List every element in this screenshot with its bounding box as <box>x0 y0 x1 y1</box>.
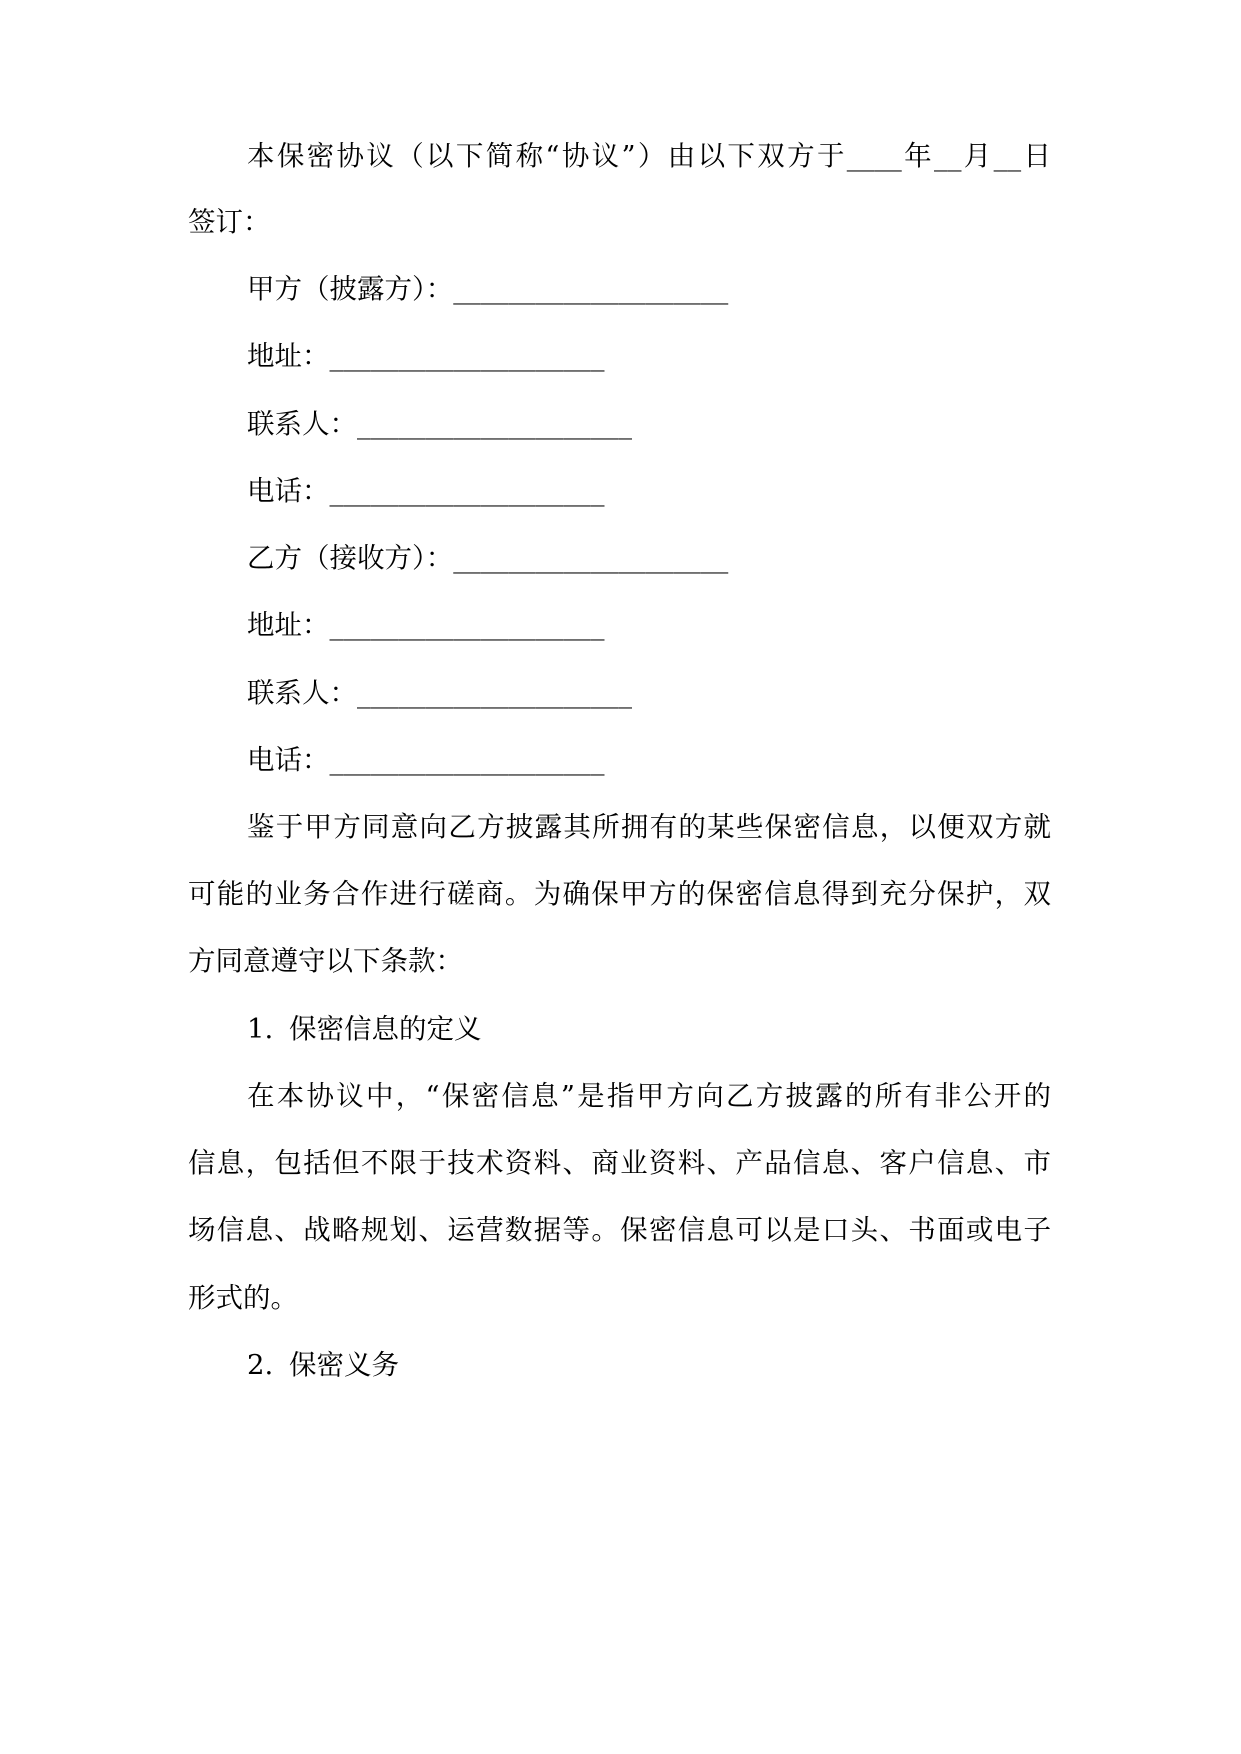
section-number: 1. <box>247 1013 274 1045</box>
section-title: 保密义务 <box>289 1349 399 1381</box>
section-title: 保密信息的定义 <box>289 1013 482 1045</box>
party-b-name-field: 乙方（接收方）：____________________ <box>247 542 729 574</box>
recital-line: 鉴于甲方同意向乙方披露其所拥有的某些保密信息，以便双方就 <box>247 811 1051 843</box>
party-b-address-field: 地址：____________________ <box>247 609 605 641</box>
recital-line: 可能的业务合作进行磋商。为确保甲方的保密信息得到充分保护，双 <box>188 878 1051 910</box>
intro-paragraph-line: 本保密协议（以下简称“协议”）由以下双方于____年__月__日 <box>247 140 1051 172</box>
recital-line: 方同意遵守以下条款： <box>188 945 463 977</box>
section-number: 2. <box>247 1349 274 1381</box>
party-a-address-field: 地址：____________________ <box>247 340 605 372</box>
section-body-line: 在本协议中，“保密信息”是指甲方向乙方披露的所有非公开的 <box>247 1080 1051 1112</box>
intro-paragraph-line: 签订： <box>188 206 271 238</box>
party-b-contact-field: 联系人：____________________ <box>247 677 632 709</box>
party-a-phone-field: 电话：____________________ <box>247 475 605 507</box>
party-a-name-field: 甲方（披露方）：____________________ <box>247 273 729 305</box>
party-b-phone-field: 电话：____________________ <box>247 744 605 776</box>
section-heading <box>247 1009 482 1049</box>
section-body-line: 信息，包括但不限于技术资料、商业资料、产品信息、客户信息、市 <box>188 1147 1051 1179</box>
party-a-contact-field: 联系人：____________________ <box>247 408 632 440</box>
section-heading <box>247 1345 399 1385</box>
section-body-line: 形式的。 <box>188 1282 298 1314</box>
section-body-line: 场信息、战略规划、运营数据等。保密信息可以是口头、书面或电子 <box>188 1214 1051 1246</box>
